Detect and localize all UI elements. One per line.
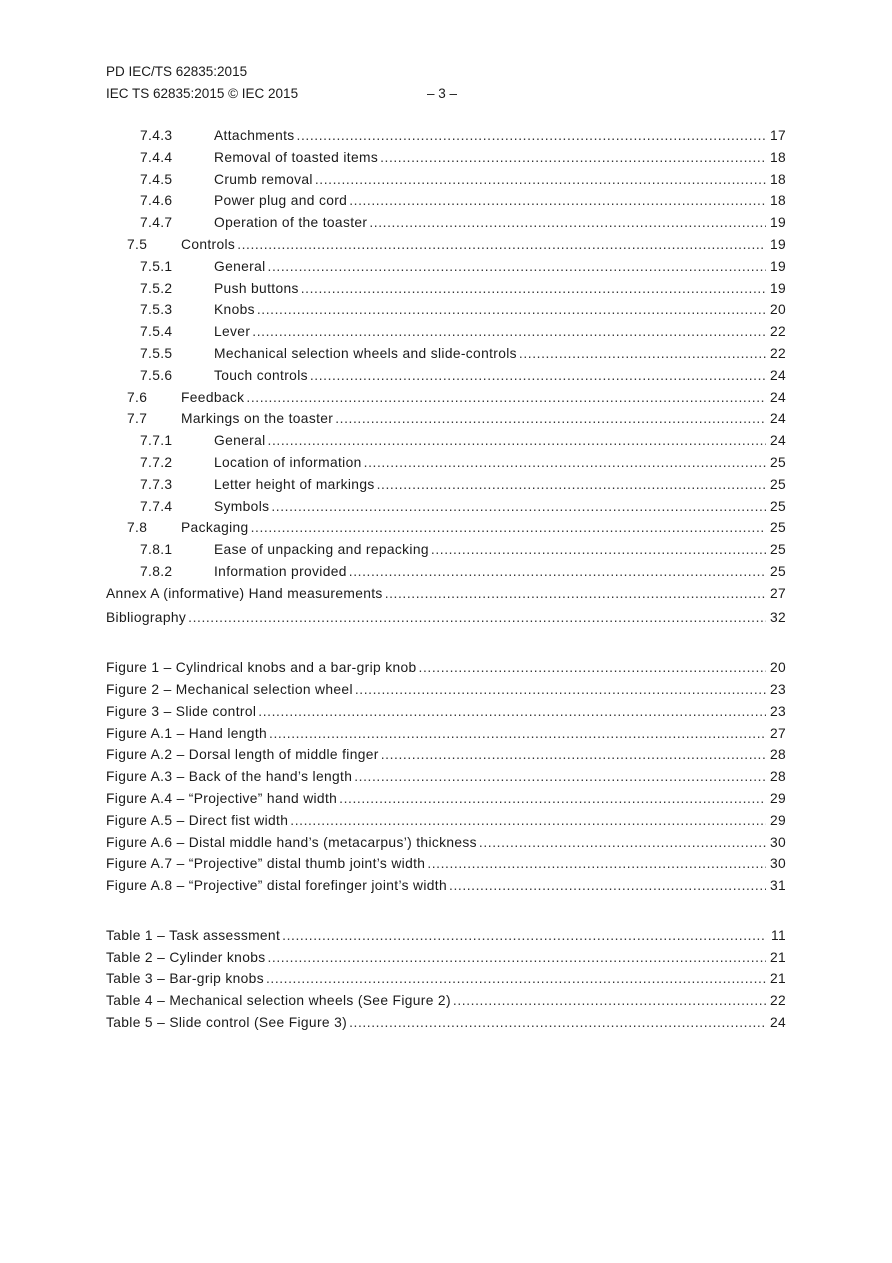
dot-leader	[268, 433, 766, 448]
toc-entry[interactable]	[106, 346, 786, 368]
dot-leader	[252, 324, 766, 339]
entry-title: Table 1 – Task assessment	[106, 927, 281, 943]
toc-entry[interactable]	[106, 193, 786, 215]
entry-page-number: 19	[769, 236, 786, 252]
toc-entry[interactable]	[106, 433, 786, 455]
entry-title: General	[214, 433, 266, 449]
entry-page-number: 22	[769, 993, 786, 1009]
dot-leader	[349, 193, 766, 208]
toc-entry[interactable]	[106, 455, 786, 477]
toc-entry[interactable]	[106, 542, 786, 564]
entry-page-number: 24	[769, 433, 786, 449]
entry-number: 7.7.3	[140, 476, 173, 492]
entry-page-number: 19	[769, 215, 786, 231]
copyright-line: IEC TS 62835:2015 © IEC 2015	[106, 86, 299, 101]
dot-leader	[271, 499, 766, 514]
figures-entry[interactable]	[106, 856, 786, 878]
dot-leader	[380, 150, 766, 165]
tables-entry[interactable]	[106, 1015, 786, 1037]
dot-leader	[268, 950, 767, 965]
dot-leader	[269, 726, 766, 741]
entry-number: 7.8.1	[140, 542, 173, 558]
table-of-contents	[106, 128, 786, 1037]
section-separator	[106, 632, 786, 660]
toc-entry[interactable]	[106, 411, 786, 433]
entry-page-number: 29	[769, 790, 786, 806]
entry-number: 7.5.4	[140, 324, 173, 340]
entry-page-number: 24	[769, 1015, 786, 1031]
entry-title: Figure A.7 – “Projective” distal thumb joint’s width	[106, 856, 426, 872]
figures-entry[interactable]	[106, 878, 786, 900]
entry-page-number: 25	[769, 498, 786, 514]
entry-title: Controls	[181, 236, 236, 252]
entry-page-number: 18	[769, 171, 786, 187]
entry-page-number: 18	[769, 149, 786, 165]
toc-entry[interactable]	[106, 259, 786, 281]
entry-number: 7.5.2	[140, 280, 173, 296]
tables-entry[interactable]	[106, 928, 786, 950]
entry-page-number: 20	[769, 302, 786, 318]
figures-entry[interactable]	[106, 682, 786, 704]
entry-title: Mechanical selection wheels and slide-controls	[214, 345, 517, 361]
entry-title: General	[214, 258, 266, 274]
entry-number: 7.5.1	[140, 258, 173, 274]
section-separator	[106, 900, 786, 928]
entry-page-number: 29	[769, 812, 786, 828]
entry-number: 7.4.3	[140, 128, 173, 143]
entry-title: Feedback	[181, 389, 245, 405]
entry-title: Bibliography	[106, 610, 187, 626]
toc-entry[interactable]	[106, 477, 786, 499]
entry-page-number: 28	[769, 769, 786, 785]
dot-leader	[237, 237, 766, 252]
entry-page-number: 21	[769, 971, 786, 987]
entry-number: 7.5	[127, 236, 148, 252]
toc-sections	[106, 128, 786, 632]
entry-title: Figure A.4 – “Projective” hand width	[106, 790, 338, 806]
document-id: PD IEC/TS 62835:2015	[106, 64, 248, 79]
dot-leader	[339, 791, 766, 806]
list-of-figures	[106, 660, 786, 900]
dot-leader	[519, 346, 766, 361]
dot-leader	[354, 769, 766, 784]
toc-entry[interactable]	[106, 390, 786, 412]
entry-title: Push buttons	[214, 280, 299, 296]
toc-entry[interactable]	[106, 520, 786, 542]
entry-page-number: 11	[770, 927, 786, 943]
entry-number: 7.4.6	[140, 193, 173, 209]
dot-leader	[449, 878, 766, 893]
toc-entry[interactable]	[106, 215, 786, 237]
entry-title: Figure A.8 – “Projective” distal forefinger joint’s width	[106, 878, 448, 894]
entry-number: 7.7.2	[140, 454, 173, 470]
entry-number: 7.4.5	[140, 171, 173, 187]
entry-page-number: 17	[769, 128, 786, 143]
dot-leader	[355, 682, 766, 697]
entry-title: Lever	[214, 324, 251, 340]
dot-leader	[479, 835, 766, 850]
entry-title: Table 2 – Cylinder knobs	[106, 949, 266, 965]
toc-entry[interactable]	[106, 564, 786, 586]
entry-title: Table 5 – Slide control (See Figure 3)	[106, 1015, 348, 1031]
figures-entry[interactable]	[106, 726, 786, 748]
entry-page-number: 25	[769, 563, 786, 579]
dot-leader	[268, 259, 766, 274]
entry-number: 7.7.4	[140, 498, 173, 514]
entry-number: 7.6	[127, 389, 148, 405]
entry-title: Knobs	[214, 302, 255, 318]
dot-leader	[315, 172, 766, 187]
toc-entry[interactable]	[106, 324, 786, 346]
entry-page-number: 30	[769, 856, 786, 872]
toc-entry[interactable]	[106, 172, 786, 194]
dot-leader	[251, 520, 766, 535]
entry-page-number: 23	[769, 703, 786, 719]
entry-number: 7.5.5	[140, 345, 173, 361]
entry-title: Attachments	[214, 128, 295, 143]
toc-entry[interactable]	[106, 128, 786, 150]
figures-entry[interactable]	[106, 835, 786, 857]
entry-page-number: 30	[769, 834, 786, 850]
entry-title: Figure 2 – Mechanical selection wheel	[106, 681, 353, 697]
entry-number: 7.7	[127, 411, 148, 427]
dot-leader	[266, 971, 766, 986]
entry-title: Removal of toasted items	[214, 149, 379, 165]
entry-number: 7.8.2	[140, 563, 173, 579]
dot-leader	[257, 302, 766, 317]
entry-page-number: 24	[769, 389, 786, 405]
entry-page-number: 24	[769, 411, 786, 427]
dot-leader	[246, 390, 766, 405]
dot-leader	[282, 928, 766, 943]
entry-number: 7.7.1	[140, 433, 173, 449]
dot-leader	[369, 215, 766, 230]
figures-entry[interactable]	[106, 747, 786, 769]
entry-page-number: 28	[769, 747, 786, 763]
entry-title: Annex A (informative) Hand measurements	[106, 585, 383, 601]
dot-leader	[290, 813, 766, 828]
entry-title: Location of information	[214, 454, 362, 470]
entry-page-number: 25	[769, 454, 786, 470]
entry-title: Crumb removal	[214, 171, 313, 187]
entry-page-number: 19	[769, 280, 786, 296]
entry-page-number: 18	[769, 193, 786, 209]
entry-number: 7.8	[127, 520, 148, 536]
entry-title: Information provided	[214, 563, 347, 579]
toc-entry[interactable]	[106, 237, 786, 259]
toc-entry[interactable]	[106, 499, 786, 521]
dot-leader	[349, 1015, 766, 1030]
toc-entry[interactable]	[106, 586, 786, 608]
list-of-tables	[106, 928, 786, 1037]
entry-title: Table 3 – Bar-grip knobs	[106, 971, 264, 987]
figures-entry[interactable]	[106, 660, 786, 682]
entry-page-number: 22	[769, 324, 786, 340]
figures-entry[interactable]	[106, 791, 786, 813]
entry-page-number: 25	[769, 542, 786, 558]
entry-title: Packaging	[181, 520, 249, 536]
entry-page-number: 21	[769, 949, 786, 965]
dot-leader	[431, 542, 766, 557]
entry-title: Power plug and cord	[214, 193, 348, 209]
entry-title: Operation of the toaster	[214, 215, 368, 231]
dot-leader	[297, 128, 766, 143]
figures-entry[interactable]	[106, 704, 786, 726]
entry-title: Figure A.2 – Dorsal length of middle finger	[106, 747, 379, 763]
entry-title: Symbols	[214, 498, 270, 514]
dot-leader	[301, 281, 766, 296]
toc-entry[interactable]	[106, 368, 786, 390]
dot-leader	[335, 411, 766, 426]
entry-title: Figure 1 – Cylindrical knobs and a bar-grip knob	[106, 660, 417, 676]
tables-entry[interactable]	[106, 971, 786, 993]
dot-leader	[381, 747, 766, 762]
entry-title: Figure A.6 – Distal middle hand’s (metacarpus’) thickness	[106, 834, 477, 850]
dot-leader	[385, 586, 766, 601]
tables-entry[interactable]	[106, 950, 786, 972]
figures-entry[interactable]	[106, 769, 786, 791]
toc-entry[interactable]	[106, 610, 786, 632]
figures-entry[interactable]	[106, 813, 786, 835]
toc-entry[interactable]	[106, 150, 786, 172]
entry-page-number: 25	[769, 520, 786, 536]
entry-title: Ease of unpacking and repacking	[214, 542, 429, 558]
entry-title: Figure A.1 – Hand length	[106, 725, 268, 741]
entry-page-number: 22	[769, 345, 786, 361]
dot-leader	[419, 660, 766, 675]
entry-page-number: 24	[769, 367, 786, 383]
dot-leader	[258, 704, 766, 719]
entry-title: Figure 3 – Slide control	[106, 703, 257, 719]
entry-title: Figure A.5 – Direct fist width	[106, 812, 289, 828]
dot-leader	[453, 993, 766, 1008]
entry-page-number: 27	[769, 585, 786, 601]
entry-page-number: 27	[769, 725, 786, 741]
entry-page-number: 19	[769, 258, 786, 274]
entry-title: Table 4 – Mechanical selection wheels (See Figure 2)	[106, 993, 451, 1009]
entry-page-number: 32	[769, 610, 786, 626]
entry-title: Letter height of markings	[214, 476, 375, 492]
dot-leader	[310, 368, 766, 383]
dot-leader	[427, 856, 766, 871]
entry-number: 7.5.6	[140, 367, 173, 383]
entry-number: 7.4.7	[140, 215, 173, 231]
dot-leader	[364, 455, 766, 470]
dot-leader	[349, 564, 766, 579]
entry-page-number: 23	[769, 681, 786, 697]
dot-leader	[377, 477, 766, 492]
toc-entry[interactable]	[106, 302, 786, 324]
entry-title: Markings on the toaster	[181, 411, 334, 427]
tables-entry[interactable]	[106, 993, 786, 1015]
entry-number: 7.4.4	[140, 149, 173, 165]
entry-page-number: 25	[769, 476, 786, 492]
entry-page-number: 20	[769, 660, 786, 676]
page-number: – 3 –	[427, 86, 458, 101]
entry-number: 7.5.3	[140, 302, 173, 318]
entry-title: Figure A.3 – Back of the hand’s length	[106, 769, 353, 785]
dot-leader	[188, 610, 766, 625]
entry-title: Touch controls	[214, 367, 308, 383]
toc-entry[interactable]	[106, 281, 786, 303]
entry-page-number: 31	[769, 878, 786, 894]
